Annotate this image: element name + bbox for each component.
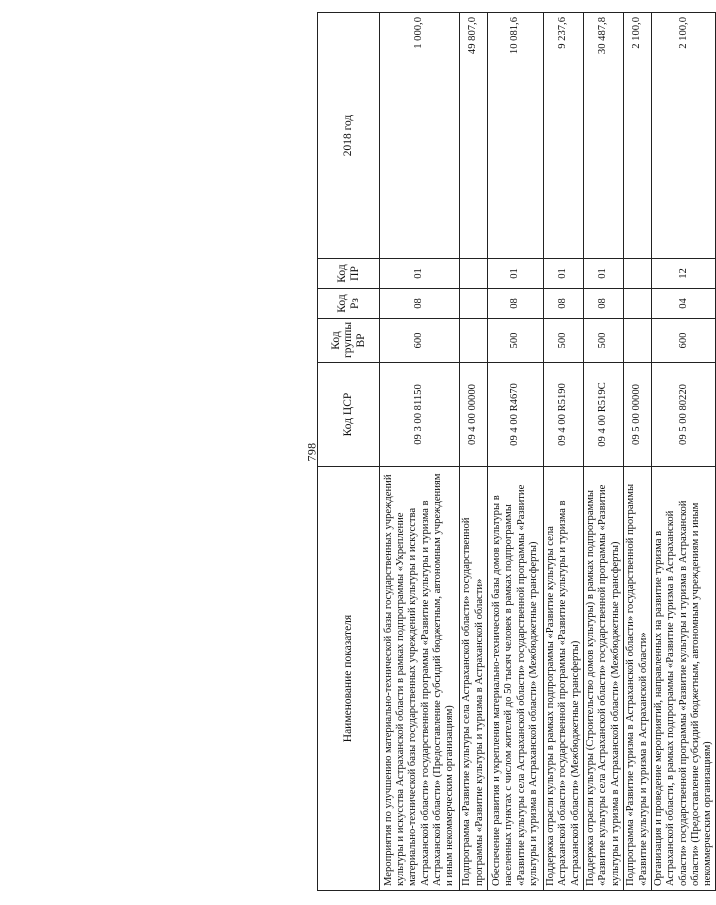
table-row xyxy=(544,13,584,891)
header-pr: Код ПР xyxy=(318,259,380,289)
row-vr: 500 xyxy=(584,319,624,363)
row-vr: 500 xyxy=(488,319,544,363)
row-rz: 04 xyxy=(652,289,716,319)
header-name: Наименование показателя xyxy=(318,467,380,891)
row-csr: 09 3 00 81150 xyxy=(380,363,460,467)
table-row xyxy=(380,13,460,891)
row-name: Подпрограмма «Развитие культуры села Астраханской области» государственной программы «Развитие культуры и туризма в Астраханской области» xyxy=(460,467,488,891)
row-csr: 09 5 00 00000 xyxy=(624,363,652,467)
table-row xyxy=(624,13,652,891)
row-vr: 600 xyxy=(380,319,460,363)
row-rz xyxy=(460,289,488,319)
table-header-row xyxy=(318,13,380,891)
row-pr: 01 xyxy=(584,259,624,289)
row-pr xyxy=(624,259,652,289)
row-amount: 1 000,0 xyxy=(380,13,460,259)
row-csr: 09 4 00 R4670 xyxy=(488,363,544,467)
row-rz: 08 xyxy=(584,289,624,319)
row-rz: 08 xyxy=(544,289,584,319)
row-pr: 01 xyxy=(544,259,584,289)
row-csr: 09 4 00 00000 xyxy=(460,363,488,467)
row-csr: 09 4 00 R5190 xyxy=(544,363,584,467)
table-row xyxy=(652,13,716,891)
row-pr xyxy=(460,259,488,289)
row-pr: 12 xyxy=(652,259,716,289)
row-vr xyxy=(624,319,652,363)
header-csr: Код ЦСР xyxy=(318,363,380,467)
row-csr: 09 4 00 R519C xyxy=(584,363,624,467)
budget-table xyxy=(317,12,716,891)
header-vr: Код группы ВР xyxy=(318,319,380,363)
table-row xyxy=(488,13,544,891)
row-name: Организация и проведение мероприятий, направленных на развитие туризма в Астраханской области, в рамках подпрограммы «Развитие туризма в Астраханской области» государственной программы «Развитие культуры и туризма в Астраханской области» (Предоставление субсидий бюджетным, автономным учреждениям и иным некоммерческим организациям) xyxy=(652,467,716,891)
row-amount: 2 100,0 xyxy=(624,13,652,259)
row-vr: 600 xyxy=(652,319,716,363)
row-amount: 49 807,0 xyxy=(460,13,488,259)
page-number: 798 xyxy=(304,442,319,462)
row-pr: 01 xyxy=(488,259,544,289)
row-name: Поддержка отрасли культуры (Строительство домов культуры) в рамках подпрограммы «Развитие культуры села Астраханской области» государственной программы «Развитие культуры и туризма в Астраханской области» (Межбюджетные трансферты) xyxy=(584,467,624,891)
row-vr xyxy=(460,319,488,363)
row-amount: 30 487,8 xyxy=(584,13,624,259)
row-name: Подпрограмма «Развитие туризма в Астраханской области» государственной программы «Развитие культуры и туризма в Астраханской области» xyxy=(624,467,652,891)
row-pr: 01 xyxy=(380,259,460,289)
row-rz: 08 xyxy=(380,289,460,319)
row-csr: 09 5 00 80220 xyxy=(652,363,716,467)
table-row xyxy=(460,13,488,891)
row-name: Обеспечение развития и укрепления материально-технической базы домов культуры в населенных пунктах с числом жителей до 50 тысяч человек в рамках подпрограммы «Развитие культуры села Астраханской области» государственной программы «Развитие культуры и туризма в Астраханской области» (Межбюджетные трансферты) xyxy=(488,467,544,891)
row-amount: 10 081,6 xyxy=(488,13,544,259)
header-year: 2018 год xyxy=(318,13,380,259)
row-name: Мероприятия по улучшению материально-технической базы государственных учреждений культуры и искусства Астраханской области в рамках подпрограммы «Укрепление материально-технической базы государственных учреждений культуры и искусства Астраханской области» государственной программы «Развитие культуры и туризма в Астраханской области» (Предоставление субсидий бюджетным, автономным учреждениям и иным некоммерческим организациям) xyxy=(380,467,460,891)
row-rz: 08 xyxy=(488,289,544,319)
rotated-table-wrapper xyxy=(317,13,714,891)
row-vr: 500 xyxy=(544,319,584,363)
row-amount: 2 100,0 xyxy=(652,13,716,259)
row-rz xyxy=(624,289,652,319)
table-row xyxy=(584,13,624,891)
header-rz: Код Рз xyxy=(318,289,380,319)
row-amount: 9 237,6 xyxy=(544,13,584,259)
row-name: Поддержка отрасли культуры в рамках подпрограммы «Развитие культуры села Астраханской области» государственной программы «Развитие культуры и туризма в Астраханской области» (Межбюджетные трансферты) xyxy=(544,467,584,891)
